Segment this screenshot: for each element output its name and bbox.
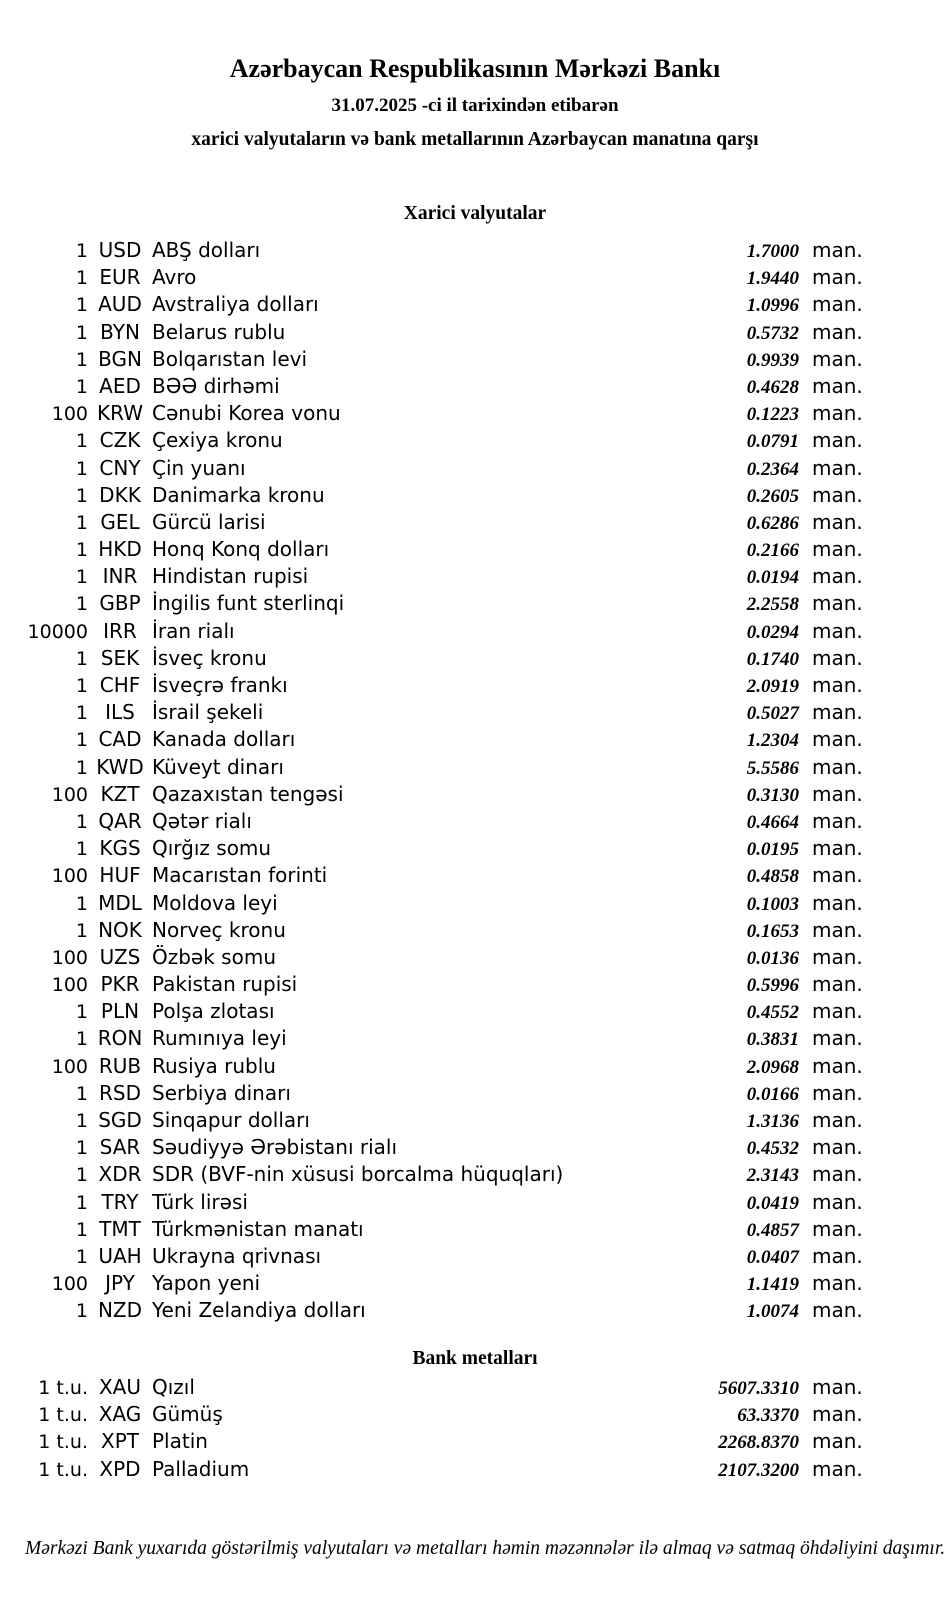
currency-unit: man.: [812, 754, 863, 779]
currency-quantity: 100: [51, 865, 88, 888]
currency-code: KWD: [96, 754, 144, 779]
currency-name: Özbək somu: [152, 944, 276, 969]
currency-name: Macarıstan forinti: [152, 863, 328, 888]
currency-row: [0, 1161, 950, 1188]
currency-code: INR: [102, 564, 138, 589]
currency-name: Küveyt dinarı: [152, 754, 284, 779]
currency-code: JPY: [105, 1271, 135, 1296]
metal-quantity: 1 t.u.: [38, 1404, 88, 1427]
currency-code: KGS: [99, 836, 141, 861]
currency-quantity: 1: [75, 647, 88, 670]
currency-row: [0, 400, 950, 427]
currency-name: SDR (BVF-nin xüsusi borcalma hüquqları): [152, 1162, 564, 1187]
currency-row: [0, 890, 950, 917]
currency-code: BYN: [100, 319, 140, 344]
metal-unit: man.: [812, 1375, 863, 1399]
page-subtitle: xarici valyutaların və bank metallarının Azərbaycan manatına qarşı: [191, 129, 759, 150]
currency-unit: man.: [812, 917, 863, 942]
metal-code: XPD: [99, 1456, 141, 1481]
currency-row: [0, 835, 950, 862]
currency-unit: man.: [812, 808, 863, 833]
metal-quantity: 1 t.u.: [38, 1458, 88, 1481]
disclaimer-note: Mərkəzi Bank yuxarıda göstərilmiş valyutaları və metalları həmin məzənnələr ilə almaq və satmaq öhdəliyini daşımır.: [25, 1538, 946, 1559]
metal-quantity: 1 t.u.: [38, 1431, 88, 1454]
currency-rate: 2.0919: [746, 676, 799, 697]
currency-quantity: 1: [75, 1245, 88, 1268]
currency-row: [0, 1025, 950, 1052]
currency-name: Avro: [152, 265, 197, 290]
currency-quantity: 1: [75, 321, 88, 344]
currency-name: Rusiya rublu: [152, 1053, 276, 1078]
currency-row: [0, 808, 950, 835]
currency-unit: man.: [812, 727, 863, 752]
currency-quantity: 1: [75, 375, 88, 398]
currency-name: Çin yuanı: [152, 455, 246, 480]
currency-row: [0, 917, 950, 944]
currency-quantity: 1: [75, 702, 88, 725]
currency-quantity: 1: [75, 593, 88, 616]
currency-code: AED: [99, 373, 141, 398]
currency-code: QAR: [98, 808, 142, 833]
currency-rate: 0.5732: [746, 322, 799, 344]
currency-name: Hindistan rupisi: [152, 564, 309, 589]
currency-rate: 0.5027: [746, 703, 799, 725]
currency-name: Serbiya dinarı: [152, 1080, 291, 1105]
currency-code: SGD: [98, 1108, 142, 1132]
currency-row: [0, 346, 950, 373]
metal-name: Platin: [152, 1429, 208, 1454]
currency-rate: 0.3831: [746, 1029, 799, 1051]
currency-name: Səudiyyə Ərəbistanı rialı: [152, 1135, 398, 1160]
currency-unit: man.: [812, 618, 863, 643]
metal-rate: 2268.8370: [718, 1432, 799, 1454]
currency-code: CAD: [98, 727, 142, 752]
metal-row: [0, 1456, 950, 1483]
currency-code: DKK: [99, 482, 141, 507]
currency-rate: 0.6286: [746, 512, 799, 534]
metal-name: Qızıl: [152, 1375, 195, 1399]
currency-unit: man.: [812, 1189, 863, 1214]
currency-rate: 0.4857: [746, 1219, 799, 1241]
currency-unit: man.: [812, 944, 863, 969]
currency-code: HKD: [98, 537, 142, 562]
currency-quantity: 100: [51, 403, 88, 426]
currency-unit: man.: [812, 292, 863, 317]
currency-code: SAR: [99, 1135, 141, 1160]
currency-name: Yeni Zelandiya dolları: [152, 1298, 366, 1323]
currency-code: RSD: [99, 1080, 141, 1105]
currency-name: BƏƏ dirhəmi: [152, 373, 280, 398]
currencies-section-title: Xarici valyutalar: [403, 203, 547, 224]
currency-name: İsrail şekeli: [152, 700, 264, 725]
currency-name: İran rialı: [152, 618, 235, 643]
currency-unit: man.: [812, 673, 863, 697]
currency-row: [0, 1189, 950, 1216]
currency-rate: 1.7000: [746, 241, 799, 262]
currency-name: Kanada dolları: [152, 727, 296, 752]
currency-unit: man.: [812, 1271, 863, 1296]
currency-code: GBP: [99, 591, 141, 616]
currency-code: CNY: [99, 455, 141, 480]
currency-row: [0, 1107, 950, 1134]
currency-quantity: 1: [75, 1028, 88, 1051]
currency-quantity: 1: [75, 756, 88, 779]
currency-name: Cənubi Korea vonu: [152, 401, 341, 426]
metal-rate: 5607.3310: [718, 1378, 799, 1399]
currency-unit: man.: [812, 455, 863, 480]
currency-name: Qətər rialı: [152, 808, 252, 833]
currency-row: [0, 781, 950, 808]
currency-quantity: 100: [51, 946, 88, 969]
currency-rate: 2.0968: [746, 1056, 799, 1078]
currency-rate: 0.4532: [746, 1138, 799, 1160]
metal-code: XAG: [98, 1402, 142, 1427]
currency-name: Ukrayna qrivnası: [152, 1243, 322, 1268]
currency-code: GEL: [100, 509, 140, 534]
currency-code: XDR: [98, 1162, 142, 1187]
metal-row: [0, 1401, 950, 1428]
currency-quantity: 1: [75, 919, 88, 942]
currency-quantity: 10000: [27, 620, 88, 643]
metal-code: XPT: [101, 1429, 139, 1454]
currency-row: [0, 672, 950, 699]
currency-name: Türkmənistan manatı: [152, 1216, 364, 1241]
currency-quantity: 1: [75, 430, 88, 453]
currency-quantity: 1: [75, 348, 88, 371]
currency-code: UAH: [98, 1243, 142, 1268]
metal-row: [0, 1428, 950, 1455]
currency-quantity: 100: [51, 783, 88, 806]
currency-name: Sinqapur dolları: [152, 1108, 310, 1132]
currency-name: ABŞ dolları: [152, 238, 261, 262]
currency-code: UZS: [99, 944, 141, 969]
currency-unit: man.: [812, 509, 863, 534]
currency-row: [0, 645, 950, 672]
currency-quantity: 1: [75, 566, 88, 589]
currency-quantity: 1: [75, 892, 88, 915]
currency-rate: 1.0074: [746, 1301, 799, 1323]
currency-unit: man.: [812, 781, 863, 806]
currency-row: [0, 1297, 950, 1324]
currency-unit: man.: [812, 999, 863, 1024]
currency-unit: man.: [812, 373, 863, 398]
currency-code: RUB: [98, 1053, 142, 1078]
currency-row: [0, 754, 950, 781]
currency-row: [0, 862, 950, 889]
currency-code: SEK: [100, 645, 140, 670]
currency-rate: 0.0195: [746, 839, 799, 861]
currency-unit: man.: [812, 1216, 863, 1241]
currency-quantity: 1: [75, 1300, 88, 1323]
currency-name: Rumınıya leyi: [152, 1026, 287, 1051]
metal-unit: man.: [812, 1402, 863, 1427]
currency-quantity: 1: [75, 675, 88, 697]
currency-name: Polşa zlotası: [152, 999, 275, 1024]
currency-quantity: 100: [51, 1273, 88, 1296]
metal-code: XAU: [98, 1375, 142, 1399]
currency-unit: man.: [812, 428, 863, 453]
currency-row: [0, 319, 950, 346]
currency-rate: 0.5996: [746, 975, 799, 997]
currency-unit: man.: [812, 1135, 863, 1160]
currency-code: BGN: [98, 346, 142, 371]
currency-name: Belarus rublu: [152, 319, 286, 344]
currency-unit: man.: [812, 564, 863, 589]
currency-row: [0, 944, 950, 971]
currency-quantity: 1: [75, 511, 88, 534]
currency-unit: man.: [812, 645, 863, 670]
currency-rate: 2.2558: [746, 594, 799, 616]
currency-rate: 0.0419: [746, 1192, 799, 1214]
currency-code: CZK: [99, 428, 141, 453]
currency-unit: man.: [812, 1026, 863, 1051]
metal-unit: man.: [812, 1456, 863, 1481]
currency-unit: man.: [812, 537, 863, 562]
currency-row: [0, 1270, 950, 1297]
currency-unit: man.: [812, 1080, 863, 1105]
currency-unit: man.: [812, 1243, 863, 1268]
currency-rate: 0.2605: [746, 485, 799, 507]
currency-name: Yapon yeni: [152, 1271, 261, 1296]
currency-code: TRY: [101, 1189, 139, 1214]
currency-name: İngilis funt sterlinqi: [152, 591, 345, 616]
metal-rate: 2107.3200: [718, 1459, 799, 1481]
page-title: Azərbaycan Respublikasının Mərkəzi Bankı: [229, 54, 721, 83]
currency-code: AUD: [98, 292, 142, 317]
currency-unit: man.: [812, 401, 863, 426]
currency-name: Honq Konq dolları: [152, 537, 330, 562]
currency-code: MDL: [98, 890, 142, 915]
currency-quantity: 1: [75, 838, 88, 861]
currency-rate: 0.1003: [746, 893, 799, 915]
currency-rate: 0.9939: [746, 349, 799, 371]
currency-row: [0, 618, 950, 645]
currency-row: [0, 1053, 950, 1080]
currency-unit: man.: [812, 591, 863, 616]
currency-name: Qazaxıstan tengəsi: [152, 781, 344, 806]
currency-code: USD: [98, 238, 142, 262]
currency-row: [0, 373, 950, 400]
currency-unit: man.: [812, 863, 863, 888]
currency-code: CHF: [99, 673, 141, 697]
currency-rate: 0.4628: [746, 376, 799, 398]
currency-rate: 0.0194: [746, 567, 799, 589]
currency-rate: 0.4552: [746, 1002, 799, 1024]
currency-rate: 0.4664: [746, 811, 799, 833]
metals-section-title: Bank metalları: [412, 1348, 538, 1369]
currency-code: KRW: [97, 401, 143, 426]
currency-quantity: 1: [75, 539, 88, 562]
currency-rate: 0.0166: [746, 1083, 799, 1105]
currency-row: [0, 563, 950, 590]
currencies-table: [0, 237, 950, 1325]
currency-rate: 0.4858: [746, 866, 799, 888]
metal-unit: man.: [812, 1429, 863, 1454]
currency-rate: 0.3130: [746, 784, 799, 806]
currency-row: [0, 427, 950, 454]
currency-quantity: 1: [75, 1001, 88, 1024]
currency-rate: 0.2364: [746, 458, 799, 480]
currency-rate: 0.0294: [746, 621, 799, 643]
currency-row: [0, 1243, 950, 1270]
currency-name: Bolqarıstan levi: [152, 346, 308, 371]
currency-rate: 0.0791: [746, 431, 799, 453]
currency-code: PKR: [100, 972, 140, 997]
currency-code: HUF: [99, 863, 141, 888]
effective-date-line: 31.07.2025 -ci il tarixindən etibarən: [331, 95, 619, 116]
metal-name: Gümüş: [152, 1402, 223, 1427]
currency-rate: 5.5586: [746, 757, 799, 779]
currency-name: İsveçrə frankı: [152, 673, 288, 697]
currency-row: [0, 1216, 950, 1243]
currency-code: PLN: [100, 999, 140, 1024]
currency-rate: 0.0136: [746, 947, 799, 969]
currency-row: [0, 971, 950, 998]
currency-name: Çexiya kronu: [152, 428, 283, 453]
currency-name: İsveç kronu: [152, 645, 267, 670]
currency-name: Norveç kronu: [152, 917, 286, 942]
currency-row: [0, 455, 950, 482]
currency-quantity: 1: [75, 729, 88, 752]
currency-rate: 0.1740: [746, 648, 799, 670]
currency-quantity: 1: [75, 267, 88, 290]
currency-row: [0, 1134, 950, 1161]
currency-quantity: 1: [75, 1137, 88, 1160]
currency-rate: 2.3143: [746, 1165, 799, 1187]
metals-table: [0, 1374, 950, 1483]
currency-unit: man.: [812, 700, 863, 725]
metal-row: [0, 1374, 950, 1401]
currency-unit: man.: [812, 319, 863, 344]
currency-row: [0, 590, 950, 617]
currency-name: Qırğız somu: [152, 836, 272, 861]
currency-rate: 1.9440: [746, 268, 799, 290]
currency-quantity: 1: [75, 1218, 88, 1241]
currency-rate: 0.2166: [746, 540, 799, 562]
currency-code: NZD: [97, 1298, 143, 1323]
currency-row: [0, 291, 950, 318]
currency-row: [0, 264, 950, 291]
currency-unit: man.: [812, 1162, 863, 1187]
currency-quantity: 1: [75, 240, 88, 262]
currency-unit: man.: [812, 238, 863, 262]
currency-unit: man.: [812, 836, 863, 861]
currency-rate: 0.0407: [746, 1246, 799, 1268]
currency-rate: 1.3136: [746, 1111, 799, 1132]
currency-quantity: 1: [75, 1082, 88, 1105]
currency-unit: man.: [812, 265, 863, 290]
metal-rate: 63.3370: [737, 1405, 799, 1427]
metal-quantity: 1 t.u.: [38, 1377, 88, 1399]
currency-quantity: 1: [75, 1164, 88, 1187]
currency-quantity: 100: [51, 1055, 88, 1078]
currency-quantity: 1: [75, 457, 88, 480]
currency-name: Moldova leyi: [152, 890, 278, 915]
currency-unit: man.: [812, 482, 863, 507]
currency-code: KZT: [100, 781, 140, 806]
currency-quantity: 1: [75, 810, 88, 833]
metal-name: Palladium: [152, 1456, 250, 1481]
currency-code: TMT: [99, 1216, 141, 1241]
currency-row: [0, 726, 950, 753]
currency-row: [0, 237, 950, 264]
currency-row: [0, 509, 950, 536]
currency-name: Danimarka kronu: [152, 482, 325, 507]
currency-code: NOK: [98, 917, 142, 942]
currency-code: IRR: [103, 618, 137, 643]
currency-rate: 1.2304: [746, 730, 799, 752]
currency-rate: 0.1653: [746, 920, 799, 942]
currency-quantity: 1: [75, 294, 88, 317]
currency-unit: man.: [812, 972, 863, 997]
currency-rate: 1.1419: [746, 1274, 799, 1296]
currency-code: RON: [97, 1026, 143, 1051]
currency-unit: man.: [812, 1298, 863, 1323]
currency-name: Pakistan rupisi: [152, 972, 298, 997]
currency-row: [0, 699, 950, 726]
currency-row: [0, 998, 950, 1025]
currency-name: Gürcü larisi: [152, 509, 266, 534]
currency-quantity: 1: [75, 484, 88, 507]
currency-rate: 1.0996: [746, 295, 799, 317]
currency-code: ILS: [105, 700, 135, 725]
currency-unit: man.: [812, 1053, 863, 1078]
currency-quantity: 100: [51, 974, 88, 997]
currency-row: [0, 482, 950, 509]
currency-quantity: 1: [75, 1110, 88, 1132]
currency-quantity: 1: [75, 1191, 88, 1214]
currency-rate: 0.1223: [746, 404, 799, 426]
currency-name: Avstraliya dolları: [152, 292, 319, 317]
currency-name: Türk lirəsi: [152, 1189, 248, 1214]
currency-row: [0, 536, 950, 563]
currency-unit: man.: [812, 890, 863, 915]
currency-unit: man.: [812, 346, 863, 371]
currency-unit: man.: [812, 1108, 863, 1132]
currency-code: EUR: [99, 265, 141, 290]
currency-row: [0, 1080, 950, 1107]
